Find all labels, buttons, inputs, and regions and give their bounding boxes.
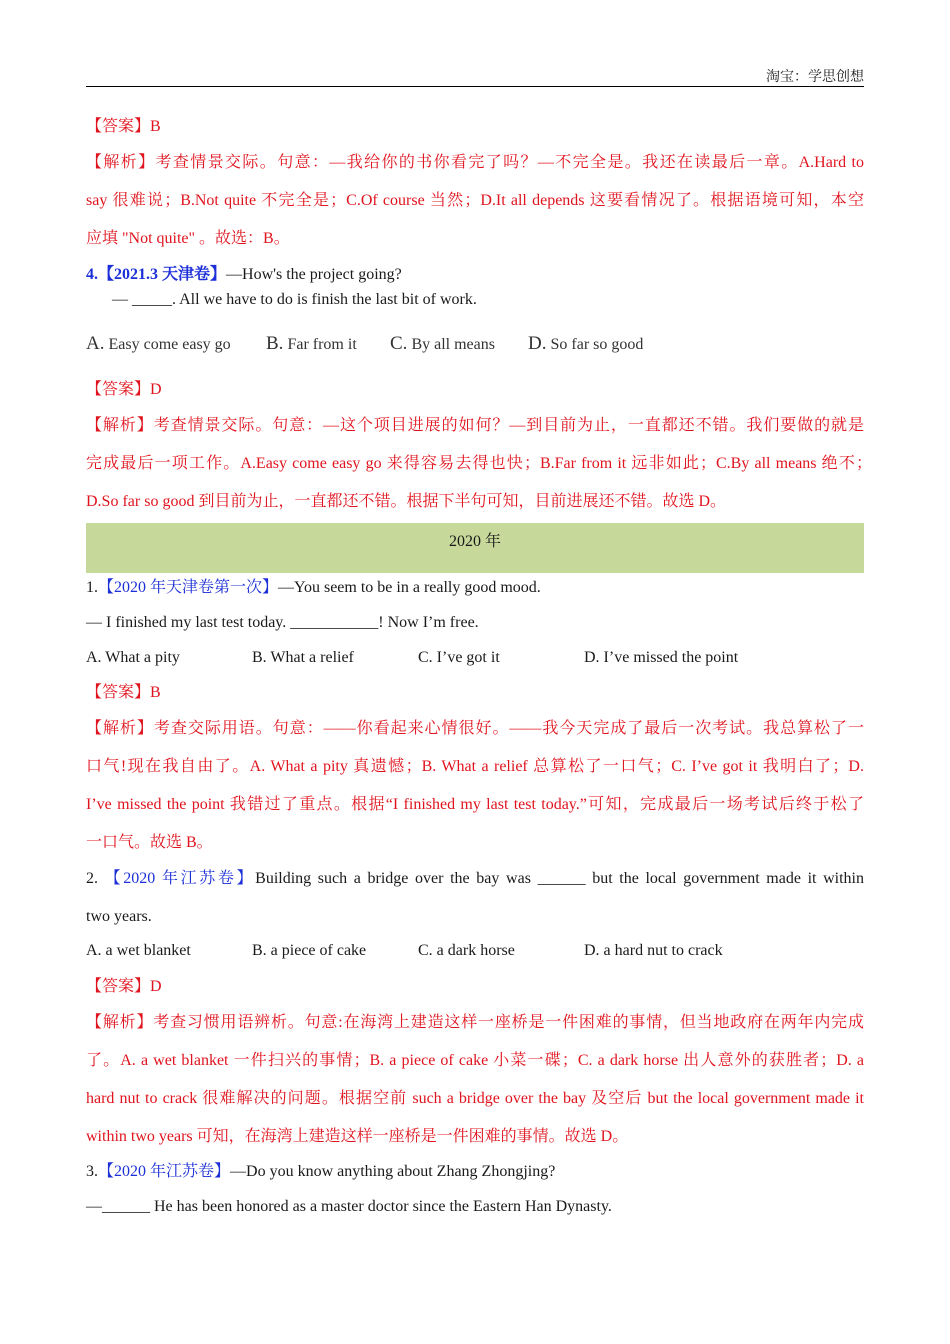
analysis-line: 应填 "Not quite" 。故选：B。 <box>86 230 290 247</box>
section-year-label: 2020 年 <box>448 533 501 550</box>
analysis-line: 【解析】考查情景交际。句意：—这个项目进展的如何？—到目前为止，一直都还不错。我们要做的就是 <box>86 417 864 434</box>
question-line2: two years. <box>86 908 152 925</box>
analysis-line: hard nut to crack 很难解决的问题。根据空前 such a bridge over the bay 及空后 but the local government made it <box>86 1090 864 1107</box>
option-a: A. What a pity <box>86 649 180 666</box>
page-header <box>86 66 864 87</box>
analysis-line: 【解析】考查习惯用语辨析。句意:在海湾上建造这样一座桥是一件困难的事情，但当地政府在两年内完成 <box>86 1014 864 1031</box>
option-b: B. a piece of cake <box>252 942 367 959</box>
answer-line: 【答案】B <box>86 118 161 135</box>
question-text: —How's the project going? <box>226 266 402 283</box>
option-text: So far so good <box>550 336 644 353</box>
answer-line: 【答案】D <box>86 381 162 398</box>
option-text: Easy come easy go <box>108 336 231 353</box>
analysis-line: 【解析】考查交际用语。句意：——你看起来心情很好。——我今天完成了最后一次考试。我总算松了一 <box>86 720 864 737</box>
question-number: 2. <box>86 870 98 887</box>
option-b <box>266 334 357 355</box>
section-year-band <box>86 523 864 573</box>
question-number: 1. <box>86 579 98 596</box>
question-text: —Do you know anything about Zhang Zhongjing? <box>230 1163 556 1180</box>
question-text: Building such a bridge over the bay was ______ but the local government made it within <box>255 870 864 887</box>
question-line2: —______ He has been honored as a master doctor since the Eastern Han Dynasty. <box>86 1198 612 1215</box>
option-a: A. a wet blanket <box>86 942 191 959</box>
option-c: C. a dark horse <box>418 942 515 959</box>
option-b: B. What a relief <box>252 649 354 666</box>
option-letter: A. <box>86 333 105 354</box>
question-4 <box>86 265 402 285</box>
option-d: D. I’ve missed the point <box>584 649 739 666</box>
analysis-line: 口气!现在我自由了。A. What a pity 真遗憾；B. What a relief 总算松了一口气；C. I’ve got it 我明白了；D. <box>86 758 864 775</box>
analysis-line: 一口气。故选 B。 <box>86 834 213 851</box>
option-a <box>86 334 231 355</box>
question-source-tag: 【2020 年天津卷第一次】 <box>98 579 279 596</box>
analysis-line: 了。A. a wet blanket 一件扫兴的事情；B. a piece of cake 小菜一碟；C. a dark horse 出人意外的获胜者；D. a <box>86 1052 864 1069</box>
option-c: C. I’ve got it <box>418 649 500 666</box>
option-text: By all means <box>411 336 495 353</box>
question-line2: — _____. All we have to do is finish the last bit of work. <box>112 291 477 308</box>
question-3 <box>86 1162 555 1182</box>
question-2 <box>86 869 864 889</box>
question-number: 3. <box>86 1163 98 1180</box>
analysis-line: I’ve missed the point 我错过了重点。根据“I finished my last test today.”可知，完成最后一场考试后终于松了 <box>86 796 864 813</box>
analysis-line: 完成最后一项工作。A.Easy come easy go 来得容易去得也快；B.Far from it 远非如此；C.By all means 绝不； <box>86 455 872 472</box>
question-1 <box>86 578 541 598</box>
answer-line: 【答案】B <box>86 684 161 701</box>
analysis-line: 【解析】考查情景交际。句意：—我给你的书你看完了吗？—不完全是。我还在读最后一章。A.Hard to <box>86 154 864 171</box>
analysis-line: D.So far so good 到目前为止，一直都还不错。根据下半句可知，目前进展还不错。故选 D。 <box>86 493 726 510</box>
question-source-tag: 【2021.3 天津卷】 <box>98 266 227 283</box>
question-line2: — I finished my last test today. ___________! Now I’m free. <box>86 614 479 631</box>
option-letter: B. <box>266 333 284 354</box>
option-letter: C. <box>390 333 408 354</box>
question-source-tag: 【2020 年江苏卷】 <box>104 870 256 887</box>
option-d <box>528 334 643 355</box>
option-d: D. a hard nut to crack <box>584 942 723 959</box>
question-source-tag: 【2020 年江苏卷】 <box>98 1163 231 1180</box>
option-c <box>390 334 495 355</box>
analysis-line: within two years 可知，在海湾上建造这样一座桥是一件困难的事情。故选 D。 <box>86 1128 629 1145</box>
question-number: 4. <box>86 266 98 283</box>
answer-line: 【答案】D <box>86 978 162 995</box>
question-text: —You seem to be in a really good mood. <box>278 579 541 596</box>
option-text: Far from it <box>287 336 357 353</box>
option-letter: D. <box>528 333 547 354</box>
header-text: 淘宝：学思创想 <box>766 70 864 85</box>
analysis-line: say 很难说；B.Not quite 不完全是；C.Of course 当然；D.It all depends 这要看情况了。根据语境可知，本空 <box>86 192 864 209</box>
